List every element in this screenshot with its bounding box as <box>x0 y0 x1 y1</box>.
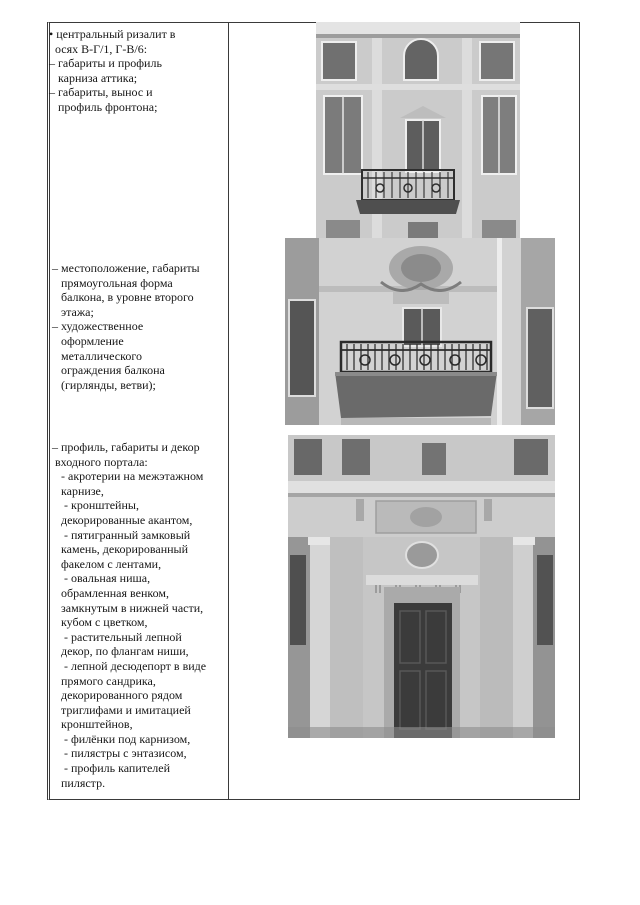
balcony-railing <box>362 170 454 200</box>
upper-windows <box>322 39 514 80</box>
description-balcony: – местоположение, габариты прямоугольная форма балкона, в уровне второго этажа; – художественное оформление металлического ограждения балкона (гирлянды, ветви); <box>52 261 200 392</box>
balcony-slab <box>356 200 460 214</box>
photo-balcony <box>285 238 555 425</box>
photo-facade-upper-floors <box>316 22 520 238</box>
upper-windows <box>288 435 555 481</box>
ground-shadow <box>288 727 555 738</box>
description-entrance-portal: – профиль, габариты и декор входного портала: - акротерии на межэтажном карнизе, - кронштейны, декорированные акантом, - пятигранный замковый камень, декорированный факелом с лентами, - овальная ниша, обрамленная венком, замкнутым в нижней части, кубом с цветком, - растительный лепной декор, по флангам ниши, - лепной десюдепорт в виде прямого сандрика, декорированного рядом триглифами и имитацией кронштейнов, - филёнки под карнизом, - пилястры с энтазисом, - профиль капителей пилястр. <box>52 440 207 790</box>
interfloor-cornice <box>288 481 555 497</box>
balcony-door <box>403 308 441 346</box>
entrance-door <box>394 603 452 738</box>
second-floor-windows <box>324 96 516 174</box>
drainpipe <box>497 238 502 425</box>
interfloor-band <box>316 84 520 90</box>
photo-entrance-portal <box>288 435 555 738</box>
lower-windows <box>326 220 516 238</box>
attic-cornice <box>316 22 520 38</box>
frieze-panels <box>288 497 555 537</box>
column-divider <box>228 23 229 799</box>
description-central-risalit: • центральный ризалит в осях В-Г/1, Г-В/6: – габариты и профиль карниза аттика; – габариты, вынос и профиль фронтона; <box>49 27 176 114</box>
